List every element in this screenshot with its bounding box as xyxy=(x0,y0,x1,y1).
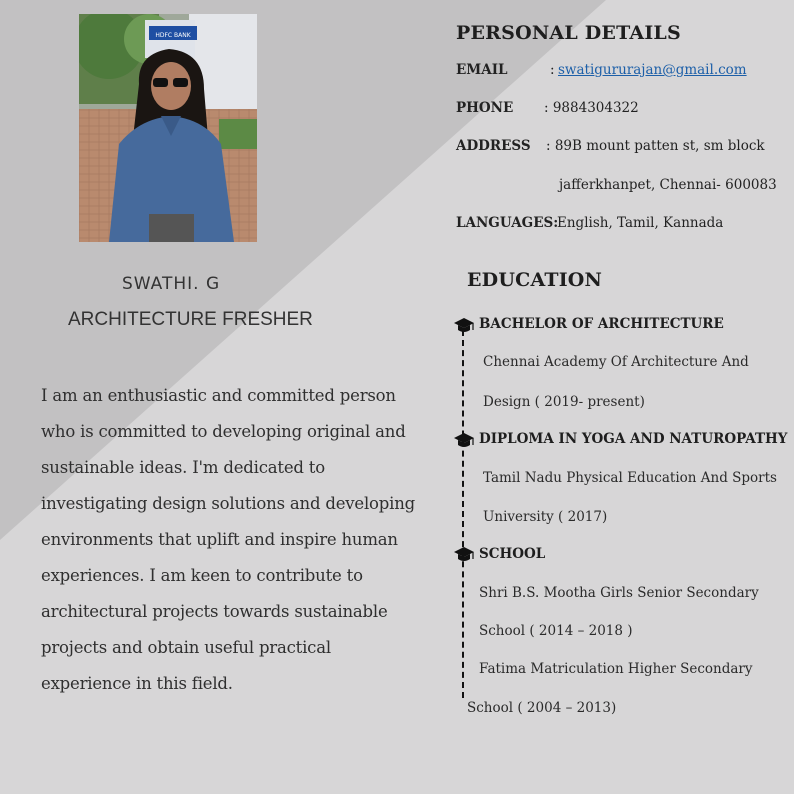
education-degree-2: DIPLOMA IN YOGA AND NATUROPATHY xyxy=(479,431,788,447)
phone-value: : 9884304322 xyxy=(544,100,639,116)
address-line1: : 89B mount patten st, sm block xyxy=(546,138,765,154)
graduation-cap-icon xyxy=(453,432,475,450)
graduation-cap-icon xyxy=(453,317,475,335)
education-degree-1: BACHELOR OF ARCHITECTURE xyxy=(479,316,724,332)
languages-label: LANGUAGES: xyxy=(456,215,559,231)
education-detail-2b: University ( 2017) xyxy=(483,509,608,525)
address-label: ADDRESS xyxy=(456,138,531,154)
education-degree-3: SCHOOL xyxy=(479,546,546,562)
phone-label: PHONE xyxy=(456,100,514,116)
email-sep: : xyxy=(550,62,555,78)
photo-sign-text: HDFC BANK xyxy=(155,32,191,39)
education-heading: EDUCATION xyxy=(467,269,603,291)
profile-bio: I am an enthusiastic and committed person who is committed to developing original and sustainable ideas. I'm dedicated to investigating design solutions and developing environments that uplift and inspire human experiences. I am keen to contribute to architectural projects towards sustainable projects and obtain useful practical experience in this field. xyxy=(41,386,416,693)
education-detail-3d: School ( 2004 – 2013) xyxy=(467,700,617,716)
profile-title: ARCHITECTURE FRESHER xyxy=(68,309,313,330)
education-detail-3a: Shri B.S. Mootha Girls Senior Secondary xyxy=(479,585,759,601)
education-detail-2a: Tamil Nadu Physical Education And Sports xyxy=(483,470,777,486)
education-timeline xyxy=(462,330,464,698)
education-detail-3b: School ( 2014 – 2018 ) xyxy=(479,623,633,639)
address-line2: jafferkhanpet, Chennai- 600083 xyxy=(559,177,777,193)
profile-photo xyxy=(79,14,257,242)
email-link[interactable]: swatigururajan@gmail.com xyxy=(558,62,747,78)
graduation-cap-icon xyxy=(453,546,475,564)
education-detail-1b: Design ( 2019- present) xyxy=(483,394,645,410)
languages-value: English, Tamil, Kannada xyxy=(557,215,724,231)
email-label: EMAIL xyxy=(456,62,508,78)
profile-name: SWATHI. G xyxy=(122,274,221,294)
education-detail-1a: Chennai Academy Of Architecture And xyxy=(483,354,749,370)
education-detail-3c: Fatima Matriculation Higher Secondary xyxy=(479,661,753,677)
personal-details-heading: PERSONAL DETAILS xyxy=(456,22,681,44)
